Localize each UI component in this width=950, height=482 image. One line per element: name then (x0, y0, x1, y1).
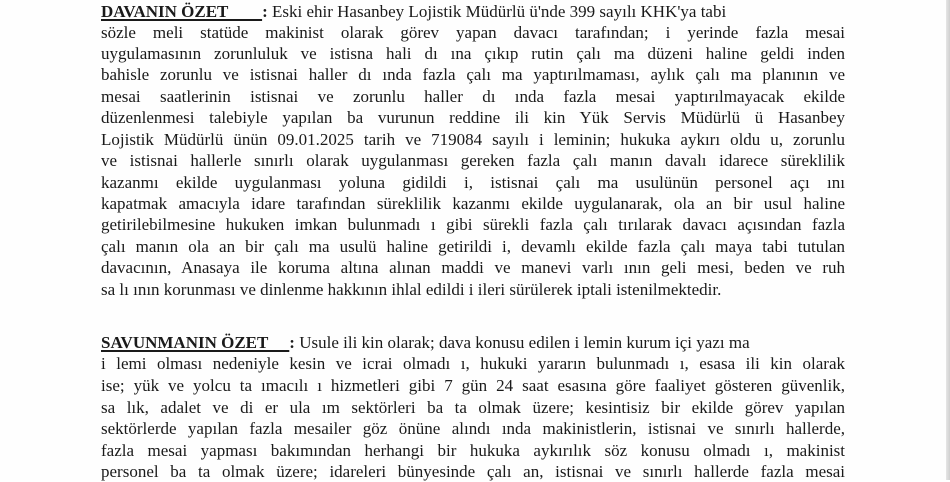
section-1-line-0: Eski ehir Hasanbey Lojistik Müdürlü ü'nde 399 sayılı KHK'ya tabi (267, 2, 727, 21)
section-1-first-line (101, 1, 845, 22)
section-2-line-6: personel ba ta olmak üzere; idareleri bünyesinde çalı an, istisnai ve sınırlı hallerde fazla mesai (101, 462, 845, 481)
section-1-line-12: davacının, Anasaya ile koruma altına alınan maddi ve manevi varlı ının geli mesi, beden ve ruh (101, 258, 845, 277)
section-1-line-11: çalı manın ola an bir çalı ma usulü haline getirildi i, devamlı ekilde fazla çalı maya tabi tutulan (101, 237, 845, 256)
section-2-line-1: i lemi olması nedeniyle kesin ve icrai olmadı ı, hukuki yararın bulunmadı ı, esasa ili kin olarak (101, 354, 845, 373)
section-2-line-5: fazla mesai yapması bakımından herhangi bir hukuka aykırılık söz konusu olmadı ı, makinist (101, 441, 845, 460)
section-1-line-8: kazanmı ekilde uygulanması yoluna gidildi i, istisnai çalı ma usulünün personel açı ını (101, 173, 845, 192)
section-2-line-0: Usule ili kin olarak; dava konusu edilen i lemin kurum içi yazı ma (294, 333, 750, 352)
section-1-line-10: getirilebilmesine hukuken imkan bulunmadı ı gibi sürekli fazla çalı tırılarak davacı açısından fazla (101, 215, 845, 234)
section-2-line-3: sa lık, adalet ve di er ula ım sektörleri ba ta olmak üzere; kesintisiz bir ekilde görev yapılan (101, 398, 845, 417)
section-2-heading-colon: : (289, 333, 295, 352)
section-1-line-3: bahisle zorunlu ve istisnai haller dı ında fazla çalı ma yaptırılmaması, aylık çalı ma planının ve (101, 65, 845, 84)
section-1-line-13: sa lı ının korunması ve dinlenme hakkının ihlal edildi i ileri sürülerek iptali istenilmektedir. (101, 280, 722, 299)
section-1-line-1: sözle meli statüde makinist olarak görev yapan davacı tarafından; i yerinde fazla mesai (101, 23, 845, 42)
section-1-line-9: kapatmak amacıyla idare tarafından süreklilik kazanmı ekilde uygulanarak, ola an bir usul haline (101, 194, 845, 213)
section-1-heading: DAVANIN ÖZET (101, 2, 263, 21)
section-2-heading: SAVUNMANIN ÖZET (101, 333, 290, 352)
section-2-line-4: sektörlerde yapılan fazla mesailer göz önüne alındı ında makinistlerin, istisnai ve sınırlı hallerde, (101, 419, 845, 438)
section-2-line-2: ise; yük ve yolcu ta ımacılı ı hizmetleri gibi 7 gün 24 saat esasına göre faaliyet gösteren güvenlik, (101, 376, 845, 395)
section-2-first-line (101, 332, 845, 353)
page-edge-shadow (946, 0, 950, 480)
section-1-line-4: mesai saatlerinin istisnai ve zorunlu haller dı ında fazla mesai yaptırılmayacak ekilde (101, 87, 845, 106)
section-1-line-2: uygulamasının zorunluluk ve istisna hali dı ına çıkıp rutin çalı ma düzeni haline geldi inden (101, 44, 845, 63)
section-1-line-5: düzenlenmesi talebiyle yapılan ba vurunun reddine ili kin Yük Servis Müdürlü ü Hasanbey (101, 108, 845, 127)
section-1-line-6: Lojistik Müdürlü ünün 09.01.2025 tarih ve 719084 sayılı i leminin; hukuka aykırı oldu u, zorunlu (101, 130, 845, 149)
section-1-heading-colon: : (262, 2, 268, 21)
section-1-line-7: ve istisnai hallerle sınırlı olarak uygulanması gereken fazla çalı manın davalı idarece süreklilik (101, 151, 845, 170)
